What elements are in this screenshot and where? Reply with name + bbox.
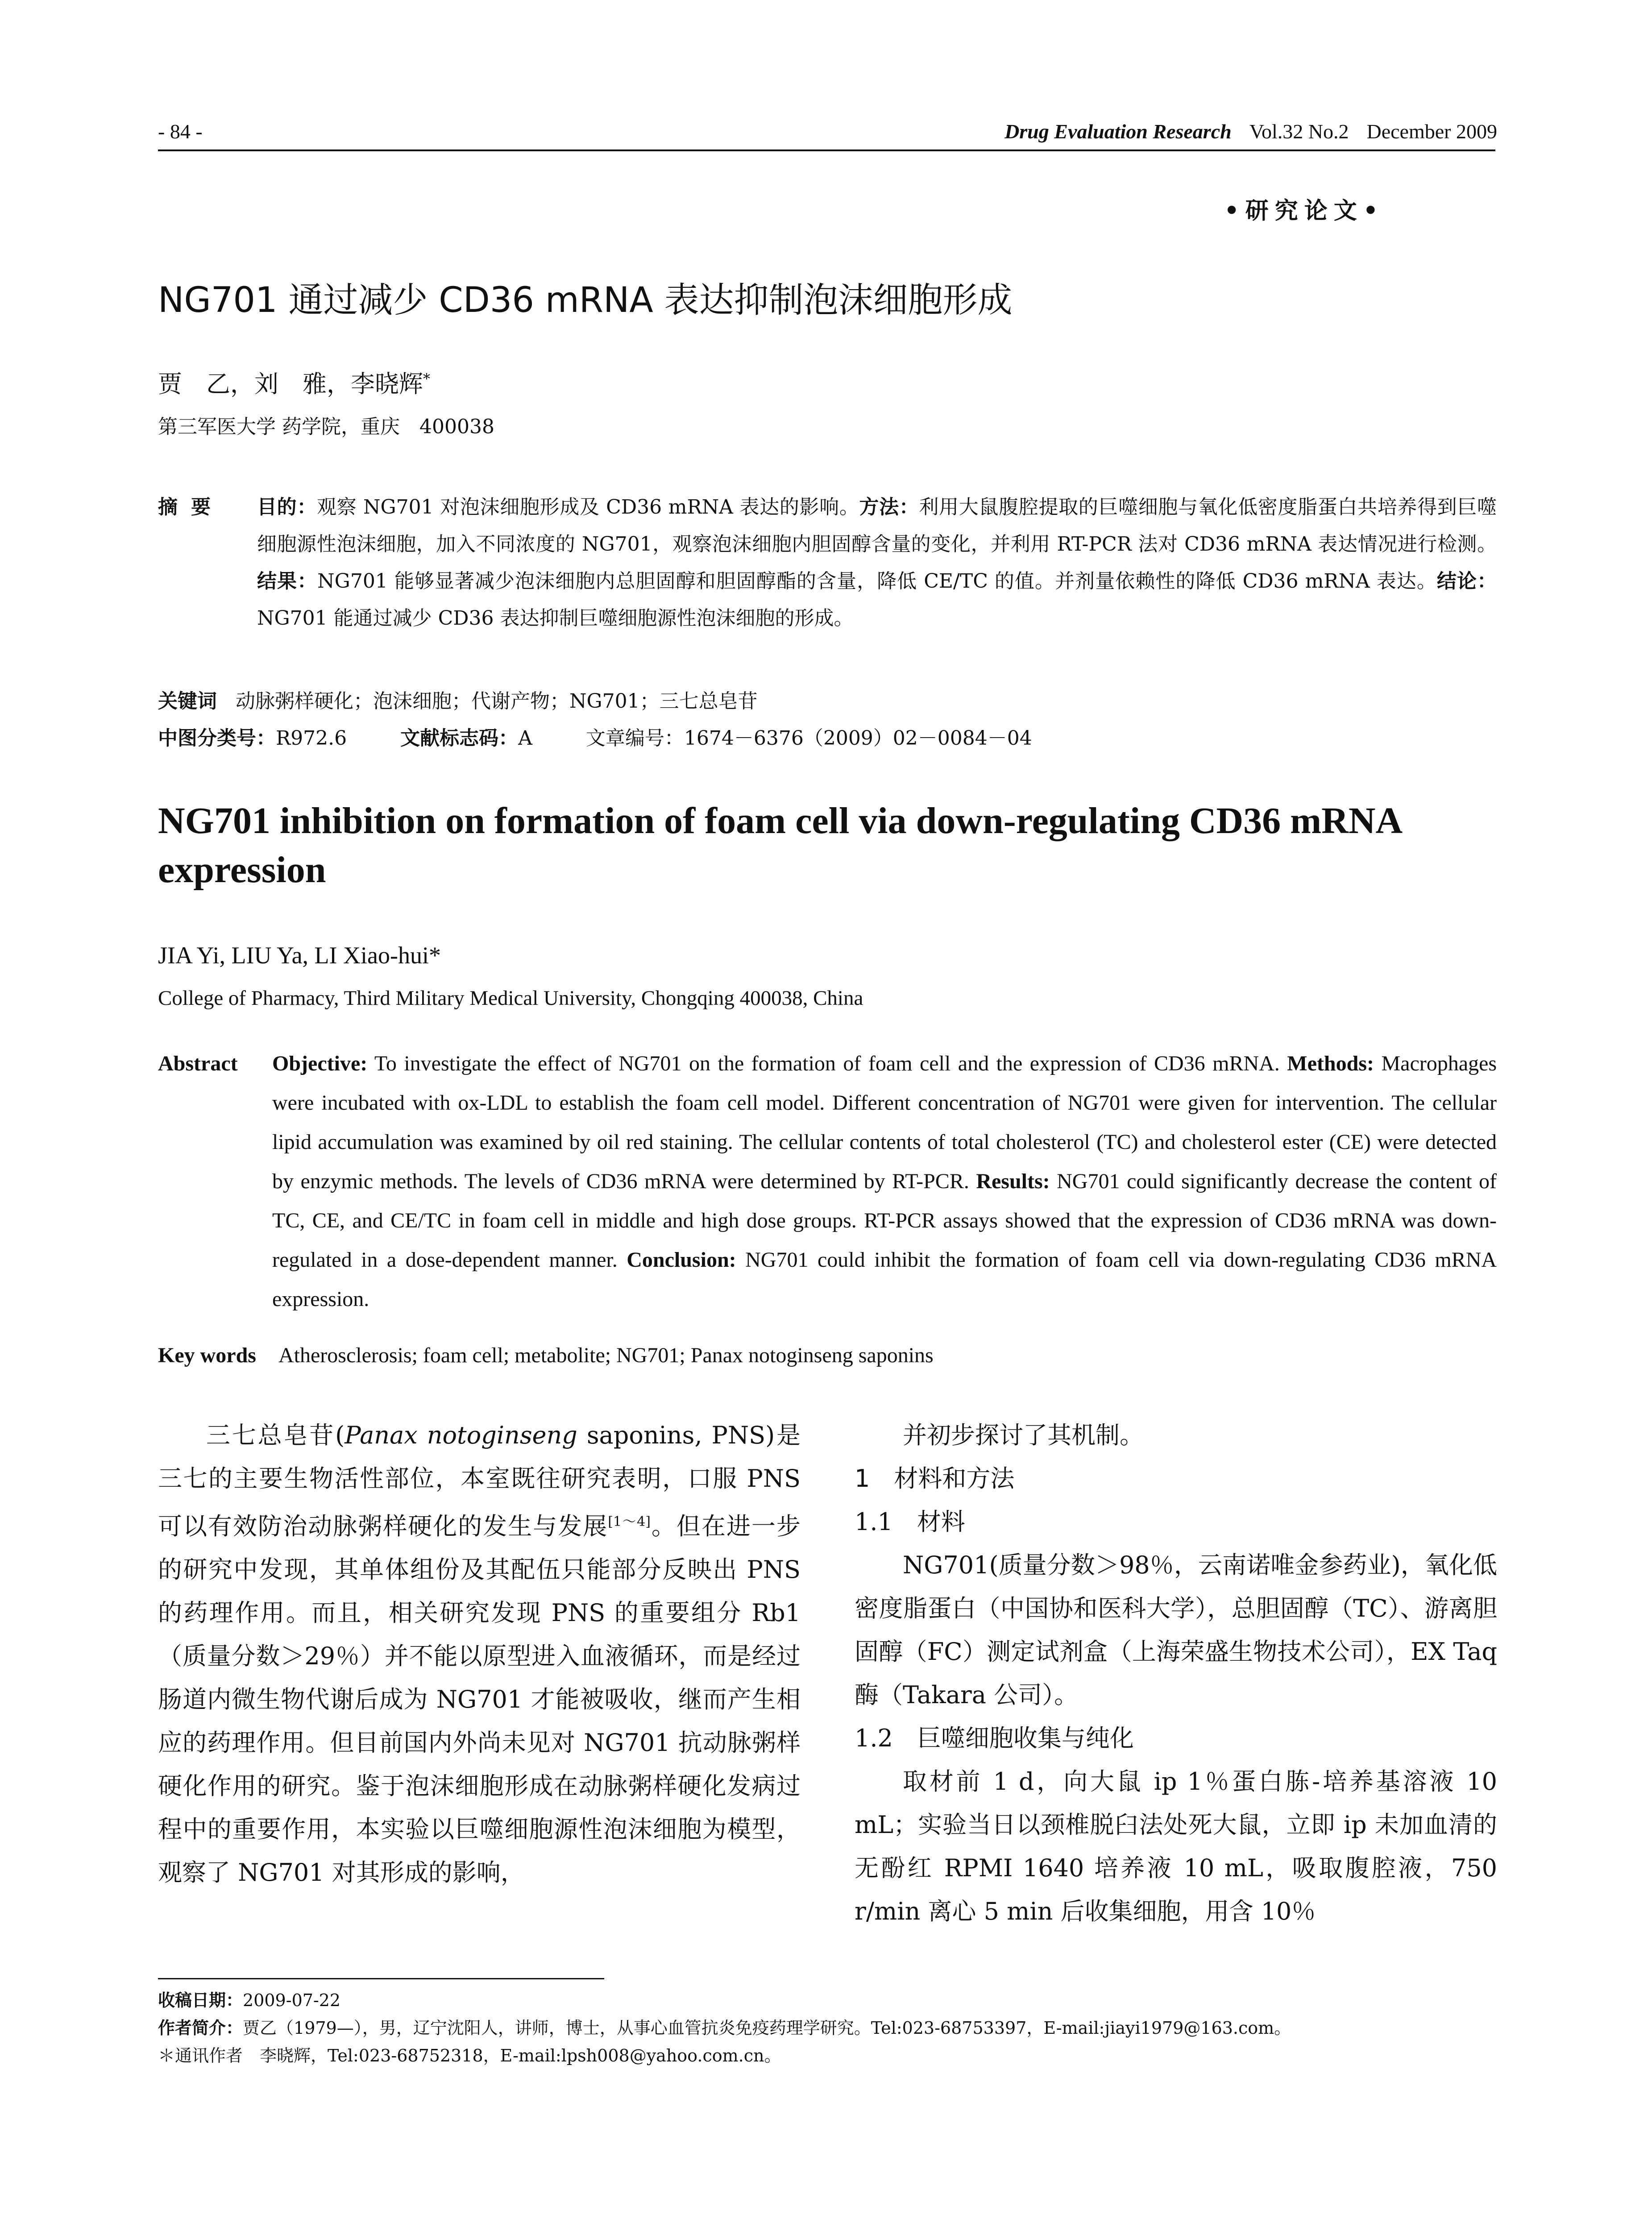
- en-results: NG701 could significantly decrease the content of TC, CE, and CE/TC in foam cell in middle and high dose groups. RT-PCR assays showed that the expression of CD36 mRNA was down-regulated in a dose-dependent manner.: [272, 1169, 1497, 1272]
- body-column-left: [158, 1414, 801, 1894]
- en-keywords-label: Key words: [158, 1344, 256, 1367]
- intro-text-a: 三七总皂苷(: [206, 1421, 345, 1449]
- footnote-corresponding: ＊通讯作者 李晓辉，Tel:023-68752318，E-mail:lpsh008@yahoo.com.cn。: [158, 2046, 781, 2065]
- cn-abstract-label: 摘要: [158, 496, 224, 518]
- en-conclusion: NG701 could inhibit the formation of foam cell via down-regulating CD36 mRNA expression.: [272, 1248, 1497, 1311]
- en-affiliation: College of Pharmacy, Third Military Medical University, Chongqing 400038, China: [158, 987, 863, 1010]
- journal-volume: Vol.32 No.2: [1249, 120, 1349, 143]
- article-no-label: 文章编号：: [585, 727, 684, 750]
- cn-authors: [158, 365, 430, 399]
- cn-keywords-text: 动脉粥样硬化；泡沫细胞；代谢产物；NG701；三七总皂苷: [235, 690, 758, 713]
- materials-paragraph: NG701(质量分数＞98％，云南诺唯金参药业)，氧化低密度脂蛋白（中国协和医科大学），总胆固醇（TC）、游离胆固醇（FC）测定试剂盒（上海荣盛生物技术公司），EX Taq 酶（Takara 公司）。: [855, 1551, 1497, 1709]
- section-heading-1-2: 1.2 巨噬细胞收集与纯化: [855, 1724, 1134, 1752]
- footnote-received: [158, 1986, 1519, 2014]
- doc-code-label: 文献标志码：: [400, 727, 519, 750]
- cn-keywords: [158, 683, 758, 720]
- en-keywords: [158, 1343, 934, 1368]
- corresponding-mark: *: [423, 370, 430, 387]
- cn-results-label: 结果：: [257, 570, 318, 593]
- en-results-label: Results:: [976, 1169, 1050, 1193]
- doc-code-value: A: [518, 727, 532, 750]
- en-authors: JIA Yi, LIU Ya, LI Xiao-hui*: [158, 942, 441, 969]
- cn-objective: 观察 NG701 对泡沫细胞形成及 CD36 mRNA 表达的影响。: [316, 496, 859, 518]
- en-objective-label: Objective:: [272, 1052, 368, 1075]
- cn-keywords-label: 关键词: [158, 690, 217, 713]
- en-methods: Macrophages were incubated with ox-LDL to establish the foam cell model. Different concentration of NG701 were given for intervention. The cellular lipid accumulation was examined by oil red staining. The cellular contents of total cholesterol (TC) and cholesterol ester (CE) were detected by enzymic methods. The levels of CD36 mRNA were determined by RT-PCR.: [272, 1052, 1497, 1193]
- intro-text-c: 。但在进一步的研究中发现，其单体组份及其配伍只能部分反映出 PNS 的药理作用。而且，相关研究发现 PNS 的重要组分 Rb1（质量分数＞29％）并不能以原型进入血液循环，而是经过肠道内微生物代谢后成为 NG701 才能被吸收，继而产生相应的药理作用。但目前国内外尚未见对 NG701 抗动脉粥样硬化作用的研究。鉴于泡沫细胞形成在动脉粥样硬化发病过程中的重要作用，本实验以巨噬细胞源性泡沫细胞为模型，观察了 NG701 对其形成的影响，: [158, 1512, 801, 1887]
- cn-methods-label: 方法：: [859, 496, 919, 518]
- intro-paragraph: [158, 1414, 801, 1894]
- en-title: NG701 inhibition on formation of foam cell via down-regulating CD36 mRNA expression: [158, 800, 1401, 891]
- cn-results: NG701 能够显著减少泡沫细胞内总胆固醇和胆固醇酯的含量，降低 CE/TC 的值。并剂量依赖性的降低 CD36 mRNA 表达。: [317, 570, 1437, 593]
- intro-text-b: saponins, PNS)是三七的主要生物活性部位，本室既往研究表明，口服 PNS 可以有效防治动脉粥样硬化的发生与发展: [158, 1421, 801, 1540]
- cn-affiliation: 第三军医大学 药学院，重庆 400038: [158, 415, 494, 438]
- section-heading-1-1: 1.1 材料: [855, 1508, 965, 1536]
- en-keywords-text: Atherosclerosis; foam cell; metabolite; NG701; Panax notoginseng saponins: [278, 1344, 934, 1367]
- en-objective: To investigate the effect of NG701 on the formation of foam cell and the expression of CD36 mRNA.: [374, 1052, 1280, 1075]
- cn-classification: [158, 720, 1032, 757]
- en-conclusion-label: Conclusion:: [627, 1248, 736, 1272]
- footnote-rule: [158, 1978, 604, 1979]
- section-heading-1: 1 材料和方法: [855, 1464, 1015, 1493]
- header-rule: [158, 149, 1495, 151]
- citation-ref[interactable]: [1～4]: [608, 1514, 651, 1530]
- bio-text: 贾乙（1979—），男，辽宁沈阳人，讲师，博士，从事心血管抗炎免疫药理学研究。Tel:023-68753397，E-mail:jiayi1979@163.com。: [243, 2018, 1291, 2038]
- bio-label: 作者简介：: [158, 2018, 243, 2038]
- cn-title: NG701 通过减少 CD36 mRNA 表达抑制泡沫细胞形成: [158, 280, 1013, 320]
- cn-objective-label: 目的：: [257, 496, 317, 518]
- en-abstract: [158, 1044, 1497, 1319]
- en-methods-label: Methods:: [1287, 1052, 1374, 1075]
- journal-date: December 2009: [1366, 120, 1497, 143]
- cn-conclusion: NG701 能通过减少 CD36 表达抑制巨噬细胞源性泡沫细胞的形成。: [257, 607, 854, 630]
- section-tag: •研究论文•: [1224, 197, 1384, 224]
- received-label: 收稿日期：: [158, 1990, 243, 2010]
- body-column-right: [855, 1414, 1497, 1933]
- received-date: 2009-07-22: [243, 1990, 341, 2010]
- article-no-value: 1674－6376（2009）02－0084－04: [684, 727, 1032, 750]
- intro-continuation: 并初步探讨了其机制。: [903, 1421, 1144, 1449]
- journal-name: Drug Evaluation Research: [1004, 120, 1232, 143]
- cn-abstract-body: [257, 489, 1497, 637]
- page-number: - 84 -: [158, 120, 203, 143]
- journal-header: [1004, 120, 1497, 143]
- clc-label: 中图分类号：: [158, 727, 276, 750]
- species-name: Panax notoginseng: [345, 1421, 577, 1449]
- footnotes: [158, 1986, 1519, 2069]
- cn-abstract: [158, 489, 1497, 637]
- cn-author-names: 贾 乙，刘 雅，李晓辉: [158, 370, 423, 398]
- clc-value: R972.6: [276, 727, 347, 750]
- en-abstract-body: [272, 1044, 1497, 1319]
- cn-methods: 利用大鼠腹腔提取的巨噬细胞与氧化低密度脂蛋白共培养得到巨噬细胞源性泡沫细胞，加入不同浓度的 NG701，观察泡沫细胞内胆固醇含量的变化，并利用 RT-PCR 法对 CD36 mRNA 表达情况进行检测。: [257, 496, 1497, 556]
- macrophage-paragraph: 取材前 1 d，向大鼠 ip 1％蛋白胨-培养基溶液 10 mL；实验当日以颈椎脱臼法处死大鼠，立即 ip 未加血清的无酚红 RPMI 1640 培养液 10 mL，吸取腹腔液，750 r/min 离心 5 min 后收集细胞，用含 10％: [855, 1767, 1497, 1925]
- footnote-bio: [158, 2014, 1519, 2042]
- cn-conclusion-label: 结论：: [1436, 570, 1497, 593]
- en-abstract-label: Abstract: [158, 1052, 238, 1075]
